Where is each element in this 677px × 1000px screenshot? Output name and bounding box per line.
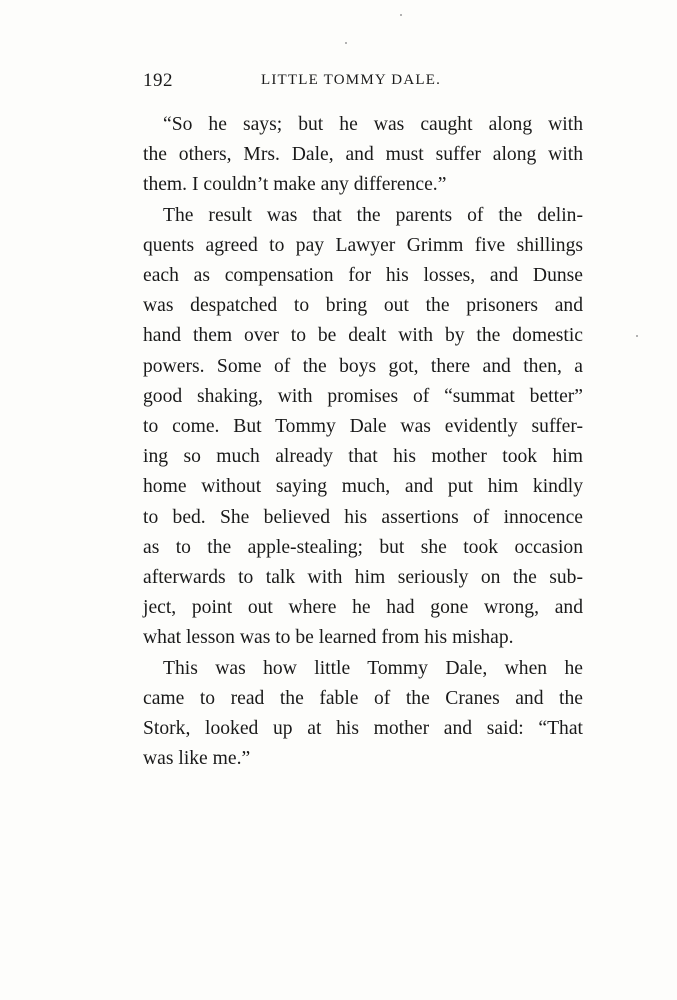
paragraph	[143, 110, 583, 201]
text-line: This was how little Tommy Dale, when he	[163, 657, 583, 679]
paper-speck	[345, 42, 347, 44]
page-header	[143, 70, 583, 100]
paragraph	[143, 654, 583, 775]
text-line: came to read the fable of the Cranes and the	[143, 687, 583, 709]
text-line: ject, point out where he had gone wrong, and	[143, 597, 583, 619]
text-line: ing so much already that his mother took him	[143, 446, 583, 468]
text-line: “So he says; but he was caught along with	[163, 114, 583, 135]
text-line: quents agreed to pay Lawyer Grimm five shillings	[143, 234, 583, 256]
text-line: good shaking, with promises of “summat better”	[143, 385, 583, 407]
text-line: hand them over to be dealt with by the domestic	[143, 325, 583, 347]
text-line: Stork, looked up at his mother and said: “That	[143, 718, 583, 740]
page-number: 192	[143, 70, 173, 91]
text-line: to bed. She believed his assertions of innocence	[143, 506, 583, 528]
paper-speck	[636, 335, 638, 337]
text-line: home without saying much, and put him kindly	[143, 476, 583, 498]
text-line: was like me.”	[143, 748, 251, 770]
text-line: them. I couldn’t make any difference.”	[143, 174, 447, 196]
text-line: The result was that the parents of the delin-	[163, 204, 583, 226]
text-line: the others, Mrs. Dale, and must suffer along with	[143, 144, 583, 166]
body-text	[143, 110, 583, 774]
running-title: LITTLE TOMMY DALE.	[261, 72, 442, 88]
paper-speck	[400, 14, 402, 16]
text-line: powers. Some of the boys got, there and then, a	[143, 355, 583, 377]
text-line: to come. But Tommy Dale was evidently suffer-	[143, 416, 583, 438]
text-line: what lesson was to be learned from his mishap.	[143, 627, 514, 649]
paragraph	[143, 201, 583, 654]
text-line: afterwards to talk with him seriously on the sub-	[143, 567, 583, 589]
text-line: was despatched to bring out the prisoners and	[143, 295, 583, 317]
text-line: each as compensation for his losses, and Dunse	[143, 265, 583, 287]
text-line: as to the apple-stealing; but she took occasion	[143, 536, 583, 558]
